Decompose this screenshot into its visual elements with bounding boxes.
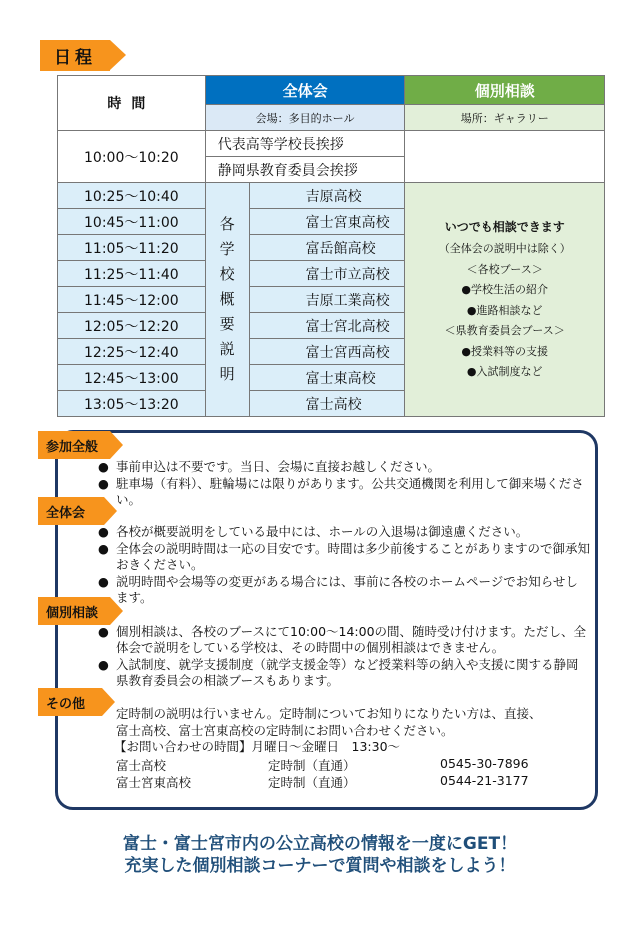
plenary-tag: 全体会: [38, 497, 104, 525]
slot-time: 12:45～13:00: [58, 365, 206, 391]
contact-type: 定時制（直通）: [268, 775, 356, 790]
other-tag: その他: [38, 688, 102, 716]
slot-time: 10:45～11:00: [58, 209, 206, 235]
general-item: ● 事前申込は不要です。当日、会場に直接お越しください。: [98, 459, 441, 474]
individual-tag: 個別相談: [38, 597, 110, 625]
schedule-table: [57, 75, 605, 417]
slot-school: 富岳館高校: [249, 235, 405, 261]
opening-time: 10:00～10:20: [58, 131, 206, 183]
slot-time: 11:05～11:20: [58, 235, 206, 261]
slot-time: 11:45～12:00: [58, 287, 206, 313]
contact-phone: 0545-30-7896: [440, 756, 529, 771]
plenary-item: ● 説明時間や会場等の変更がある場合には、事前に各校のホームページでお知らせします。: [98, 574, 578, 605]
slot-school: 吉原高校: [249, 183, 405, 209]
individual-item: ● 入試制度、就学支援制度（就学支援金等）など授業料等の納入や支援に関する静岡県教育委員会の相談ブースもあります。: [98, 657, 579, 688]
other-text: 富士高校、富士宮東高校の定時制にお問い合わせください。: [116, 723, 454, 738]
plenary-header: 全体会: [205, 76, 405, 105]
vertical-label: 各 学 校 概 要 説 明: [205, 183, 249, 417]
opening-item: 代表高等学校長挨拶: [205, 131, 405, 157]
contact-school: 富士高校: [116, 758, 167, 773]
inquiry-hours: 【お問い合わせの時間】月曜日～金曜日 13:30～: [114, 739, 401, 754]
plenary-item: ● 各校が概要説明をしている最中には、ホールの入退場は御遠慮ください。: [98, 524, 529, 539]
general-item: ● 駐車場（有料）、駐輪場には限りがあります。公共交通機関を利用して御来場ください。: [98, 476, 584, 507]
footer-line: 富士・富士宮市内の公立高校の情報を一度にGET！: [122, 834, 518, 854]
contact-school: 富士宮東高校: [116, 775, 192, 790]
slot-time: 11:25～11:40: [58, 261, 206, 287]
general-tag: 参加全般: [38, 431, 110, 459]
individual-info: いつでも相談できます （全体会の説明中は除く） ＜各校ブース＞ ●学校生活の紹介 ●進路相談など ＜県教育委員会ブース＞ ●授業料等の支援 ●入試制度など: [405, 183, 605, 417]
slot-time: 12:05～12:20: [58, 313, 206, 339]
slot-time: 13:05～13:20: [58, 391, 206, 417]
plenary-item: ● 全体会の説明時間は一応の目安です。時間は多少前後することがありますので御承知おきください。: [98, 541, 591, 572]
contact-type: 定時制（直通）: [268, 758, 356, 773]
slot-school: 富士宮東高校: [249, 209, 405, 235]
slot-school: 吉原工業高校: [249, 287, 405, 313]
schedule-tag: 日程: [40, 40, 110, 71]
footer-line: 充実した個別相談コーナーで質問や相談をしよう！: [124, 856, 516, 876]
time-header: 時間: [58, 76, 206, 131]
slot-time: 12:25～12:40: [58, 339, 206, 365]
slot-time: 10:25～10:40: [58, 183, 206, 209]
individual-item: ● 個別相談は、各校のブースにて10:00～14:00の間、随時受け付けます。ただし、全体会で説明をしている学校は、その時間中の個別相談はできません。: [98, 624, 587, 655]
contact-phone: 0544-21-3177: [440, 773, 529, 788]
other-text: 定時制の説明は行いません。定時制についてお知りになりたい方は、直接、: [116, 706, 542, 721]
slot-school: 富士高校: [249, 391, 405, 417]
opening-item: 静岡県教育委員会挨拶: [205, 157, 405, 183]
slot-school: 富士市立高校: [249, 261, 405, 287]
slot-school: 富士宮北高校: [249, 313, 405, 339]
individual-header: 個別相談: [405, 76, 605, 105]
individual-venue: 場所：ギャラリー: [405, 105, 605, 131]
opening-individual-cell: [405, 131, 605, 183]
slot-school: 富士東高校: [249, 365, 405, 391]
slot-school: 富士宮西高校: [249, 339, 405, 365]
plenary-venue: 会場：多目的ホール: [205, 105, 405, 131]
